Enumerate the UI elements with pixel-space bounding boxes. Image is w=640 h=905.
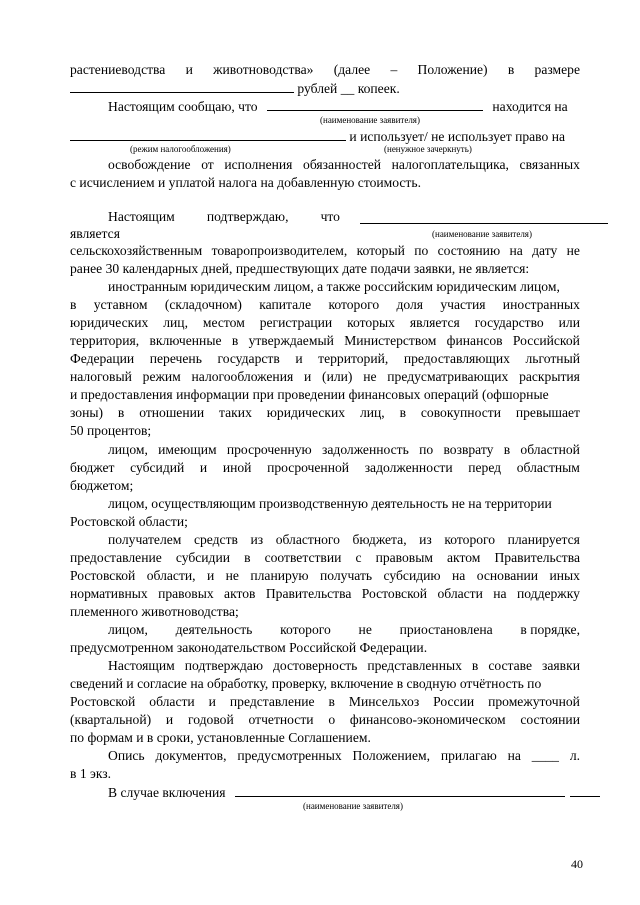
text: 50 процентов; (70, 423, 152, 438)
text-line (70, 368, 580, 386)
text-group (108, 208, 340, 226)
word: получать (320, 568, 373, 583)
text: рублей __ копеек. (297, 81, 400, 96)
text-line (108, 783, 580, 801)
word: товаропроизводителем, (211, 243, 348, 258)
text-line (70, 422, 580, 440)
text-line (70, 513, 580, 531)
word: которых (347, 315, 395, 330)
word: достоверность (272, 658, 358, 673)
text: и использует/ не использует право на (349, 129, 566, 144)
word: субсидий (130, 460, 185, 475)
word: налогообложения (191, 369, 294, 384)
word: юридических (70, 315, 149, 330)
text-line (70, 404, 580, 422)
applicant-blank-tail (570, 783, 600, 797)
text-line (108, 97, 580, 115)
word: включенные (149, 333, 222, 348)
word: Федерации (70, 351, 135, 366)
text-line (70, 242, 580, 260)
text-line (70, 603, 580, 621)
word: области (437, 586, 483, 601)
word: предоставление (70, 550, 162, 565)
word: отчетности (248, 712, 314, 727)
word: Ростовской (361, 586, 428, 601)
word: иностранных (502, 297, 580, 312)
word: – (390, 62, 398, 77)
word: представленных (367, 658, 462, 673)
word: прилагаю (440, 748, 497, 763)
word: области (149, 694, 195, 709)
word: состоянии (520, 712, 580, 727)
word: основании (476, 568, 539, 583)
word: в (471, 658, 479, 673)
word: налогоплательщика, (391, 157, 509, 172)
field-caption: (наименование заявителя) (320, 115, 420, 125)
text-line (70, 639, 580, 657)
word: л. (569, 748, 580, 763)
word: иных (549, 568, 580, 583)
word: местом (202, 315, 245, 330)
word: соответствии (264, 550, 342, 565)
text-line (70, 459, 580, 477)
word: финансов (446, 333, 503, 348)
word: в (70, 297, 77, 312)
word: и (206, 568, 215, 583)
text: предусмотренном законодательством Российской Федерации. (70, 640, 428, 655)
word: льготный (525, 351, 580, 366)
text-line (108, 441, 580, 459)
text: сведений и согласие на обработку, проверку, включение в сводную отчётность по (70, 676, 542, 691)
word: и (185, 62, 193, 77)
word: территория, (70, 333, 140, 348)
word: утверждаемый (248, 333, 334, 348)
text-line (70, 675, 580, 693)
word: области, (146, 568, 196, 583)
text: по формам и в сроки, установленные Соглашением. (70, 730, 371, 745)
word: в (399, 405, 406, 420)
word: (или) (322, 369, 353, 384)
word: предоставляющих (403, 351, 510, 366)
word: финансово-экономическом (349, 712, 506, 727)
text-line (70, 567, 580, 585)
word: в (507, 62, 515, 77)
word: и (295, 351, 303, 366)
text-line (70, 260, 580, 278)
word: территорий, (318, 351, 389, 366)
text-line (70, 332, 580, 350)
word: в порядке, (520, 622, 580, 637)
text: племенного животноводства; (70, 604, 239, 619)
word: в (117, 405, 125, 420)
word: государство (474, 315, 544, 330)
field-caption: (режим налогообложения) (130, 144, 231, 154)
text: Ростовской области; (70, 514, 188, 529)
word: перед (468, 460, 502, 475)
word: лиц, (163, 315, 188, 330)
word: Правительства (265, 586, 352, 601)
word: по (414, 243, 429, 258)
word: Министерством (344, 333, 437, 348)
word: и (165, 712, 174, 727)
word: Положением, (352, 748, 430, 763)
field-caption: (наименование заявителя) (432, 229, 532, 239)
text-line (70, 79, 580, 97)
text-line (70, 314, 580, 332)
word: Положение) (417, 62, 488, 77)
word: размере (534, 62, 580, 77)
word: лицом, (108, 622, 148, 637)
word: (далее (333, 62, 371, 77)
word: составе (488, 658, 533, 673)
word: дату (532, 243, 558, 258)
word: России (433, 694, 475, 709)
text: Настоящим сообщаю, что (108, 99, 258, 114)
text-line (70, 296, 580, 314)
word: областного (275, 532, 340, 547)
text: с исчислением и уплатой налога на добавленную стоимость. (70, 175, 421, 190)
word: в (244, 550, 251, 565)
word: на (507, 748, 521, 763)
word: не (566, 243, 580, 258)
word: субсидию (383, 568, 441, 583)
word: средств (193, 532, 238, 547)
word: в (231, 333, 239, 348)
text: является (70, 226, 120, 241)
text: лицом, осуществляющим производственную деятельность не на территории (108, 496, 552, 511)
word: актов (224, 586, 256, 601)
word: совокупности (420, 405, 501, 420)
text-line (70, 549, 580, 567)
word: возврату (443, 442, 494, 457)
applicant-blank (235, 783, 565, 797)
word: Российской (512, 333, 580, 348)
word: планируется (507, 532, 580, 547)
word: состоянию (437, 243, 501, 258)
applicant-blank (267, 97, 483, 111)
word: которого (444, 532, 496, 547)
word: Опись (108, 748, 145, 763)
word: животноводства» (213, 62, 314, 77)
word: актом (447, 550, 481, 565)
word: (складочном) (164, 297, 242, 312)
text-line (70, 711, 580, 729)
word: из (419, 532, 432, 547)
word: имеющим (158, 442, 217, 457)
word: заявки (542, 658, 580, 673)
word: что (320, 209, 340, 224)
text: иностранным юридическим лицом, а также российским юридическим лицом, (108, 279, 560, 294)
field-caption: (наименование заявителя) (303, 801, 403, 811)
word: субсидии (175, 550, 231, 565)
word: из (250, 532, 264, 547)
word: о (328, 712, 336, 727)
word: обязанностей (303, 157, 382, 172)
applicant-blank (360, 210, 608, 224)
tax-regime-blank (70, 127, 346, 141)
word: таких (219, 405, 252, 420)
word: которого (280, 622, 331, 637)
word: и (304, 369, 312, 384)
text-line (70, 350, 580, 368)
word: Настоящим (108, 209, 175, 224)
word: не (225, 568, 239, 583)
text-line (108, 531, 580, 549)
word: исполнения (224, 157, 293, 172)
amount-blank (70, 79, 294, 93)
word: документов, (155, 748, 227, 763)
word: освобождение (108, 157, 191, 172)
word: который (356, 243, 405, 258)
word: Ростовской (70, 568, 136, 583)
word: и (199, 460, 208, 475)
text-line (108, 278, 580, 296)
word: иной (222, 460, 252, 475)
word: растениеводства (70, 62, 166, 77)
word: зоны) (70, 405, 104, 420)
word: на (509, 243, 523, 258)
text-line (108, 657, 580, 675)
word: представление (229, 694, 315, 709)
word: Ростовской (70, 694, 136, 709)
word: бюджет (70, 460, 115, 475)
word: доля (396, 297, 424, 312)
text: в 1 экз. (70, 766, 112, 781)
word: подтверждаю (184, 658, 263, 673)
word: по (419, 442, 434, 457)
word: не (358, 622, 372, 637)
word: Правительства (494, 550, 580, 565)
text-line (70, 765, 580, 783)
word: на (493, 586, 507, 601)
word: от (201, 157, 214, 172)
word: с (355, 550, 362, 565)
word: промежуточной (488, 694, 580, 709)
text-line (70, 585, 580, 603)
word: юридических (266, 405, 346, 420)
word: областной (520, 442, 580, 457)
word: задолженности (364, 460, 453, 475)
page-number: 40 (571, 857, 583, 871)
word: Настоящим (108, 658, 175, 673)
word: режим (142, 369, 181, 384)
word: отношении (139, 405, 205, 420)
text-line (70, 693, 580, 711)
word: налоговый (70, 369, 132, 384)
word: в (503, 442, 511, 457)
word: перечень (149, 351, 202, 366)
word: регистрации (259, 315, 333, 330)
word: или (558, 315, 580, 330)
word: превышает (515, 405, 580, 420)
text-line (108, 156, 580, 174)
word: годовой (187, 712, 234, 727)
text-line (70, 386, 580, 404)
text-line (108, 208, 580, 226)
word: предусмотренных (237, 748, 342, 763)
text: В случае включения (108, 785, 226, 800)
text: находится на (492, 99, 568, 114)
word: деятельность (175, 622, 253, 637)
text-line (108, 495, 580, 513)
text: ранее 30 календарных дней, предшествующих дате подачи заявки, не является: (70, 261, 530, 276)
word: ____ (531, 748, 559, 763)
word: связанных (519, 157, 580, 172)
word: правовых (158, 586, 214, 601)
word: государств (217, 351, 280, 366)
word: участия (440, 297, 486, 312)
text-line (70, 174, 580, 192)
word: лицом, (108, 442, 148, 457)
text: бюджетом; (70, 478, 134, 493)
word: является (409, 315, 460, 330)
word: планирую (250, 568, 309, 583)
word: Минсельхоз (348, 694, 420, 709)
word: раскрытия (519, 369, 580, 384)
word: правовым (375, 550, 433, 565)
text-line (70, 127, 580, 145)
word: сельскохозяйственным (70, 243, 203, 258)
text-line (108, 747, 580, 765)
text-line (70, 61, 580, 79)
text-line (70, 477, 580, 495)
word: поддержку (516, 586, 580, 601)
word: лиц, (359, 405, 385, 420)
text: и предоставления информации при проведении финансовых операций (офшорные (70, 387, 549, 402)
word: приостановлена (399, 622, 493, 637)
text-line (108, 621, 580, 639)
word: (квартальной) (70, 712, 152, 727)
word: просроченную (226, 442, 312, 457)
word: которого (328, 297, 380, 312)
word: задолженность (322, 442, 409, 457)
word: в (328, 694, 335, 709)
word: бюджета, (352, 532, 407, 547)
word: на (452, 568, 466, 583)
word: капитале (259, 297, 312, 312)
word: и (208, 694, 216, 709)
word: нормативных (70, 586, 148, 601)
word: просроченной (267, 460, 350, 475)
word: не (363, 369, 377, 384)
field-caption: (ненужное зачеркнуть) (384, 144, 472, 154)
word: получателем (108, 532, 182, 547)
word: подтверждаю, (206, 209, 289, 224)
word: предусматривающих (387, 369, 509, 384)
word: областным (516, 460, 580, 475)
word: уставном (93, 297, 148, 312)
text-line (70, 729, 580, 747)
